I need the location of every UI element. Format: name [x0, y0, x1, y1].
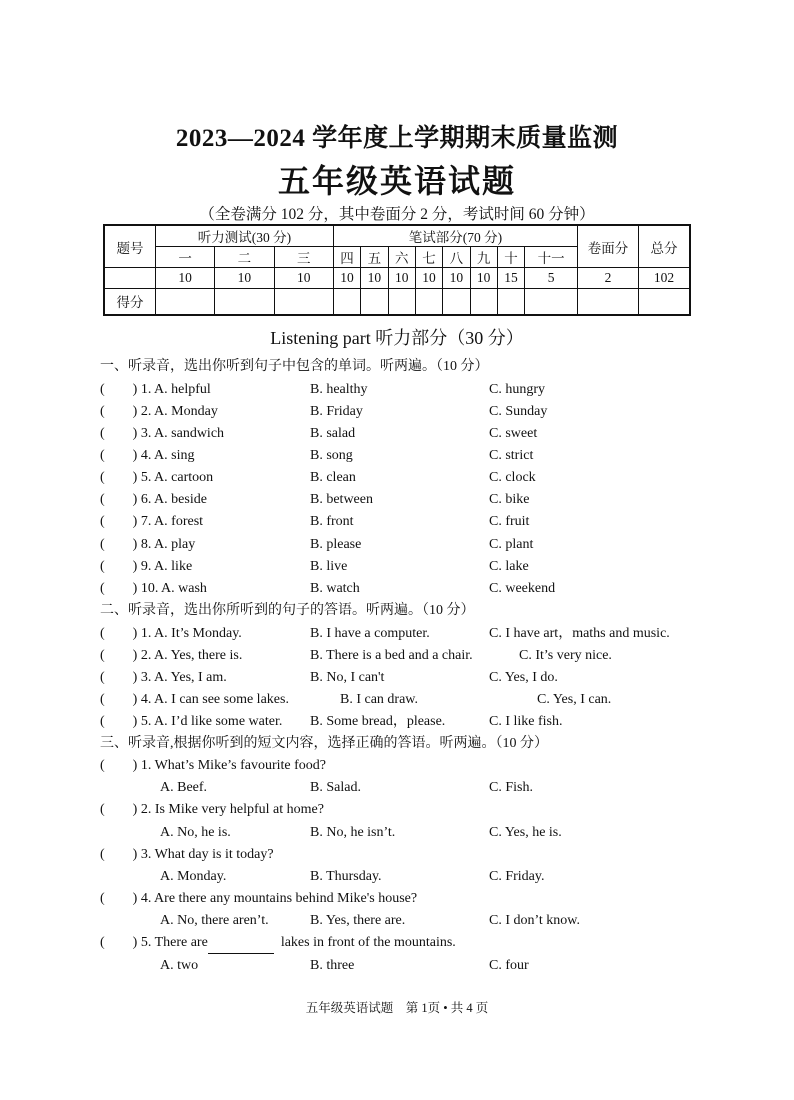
section-points: 10	[333, 268, 360, 289]
question-option-a: ( ) 3. A. sandwich	[100, 426, 225, 441]
question-option-a: ( ) 1. A. It’s Monday.	[100, 626, 242, 641]
section-number: 四	[333, 247, 360, 268]
question-option-b: B. I have a computer.	[310, 626, 430, 641]
question-option-b: B. front	[310, 514, 354, 529]
question-option-c: C. four	[489, 958, 529, 973]
section-number: 九	[470, 247, 497, 268]
question-option-a: ( ) 5. A. cartoon	[100, 470, 214, 485]
question-option-b: B. clean	[310, 470, 356, 485]
part2-heading: 二、听录音，选出你所听到的句子的答语。听两遍。（10 分）	[100, 603, 475, 618]
exam-subtitle: （全卷满分 102 分，其中卷面分 2 分，考试时间 60 分钟）	[199, 206, 595, 223]
question-option-c: C. Friday.	[489, 869, 545, 884]
section-points: 10	[388, 268, 415, 289]
question-option-b: B. three	[310, 958, 355, 973]
exam-title-line1: 2023—2024 学年度上学期期末质量监测	[175, 125, 619, 152]
answer-blank[interactable]	[208, 939, 274, 954]
question-option-a: A. Monday.	[160, 869, 227, 884]
score-cell[interactable]	[525, 289, 578, 315]
question-option-a: ( ) 1. A. helpful	[100, 382, 211, 397]
section-points: 10	[415, 268, 442, 289]
score-table	[103, 224, 691, 316]
question-row	[0, 689, 794, 711]
question-option-c: C. plant	[489, 537, 534, 552]
question-option-b: B. I can draw.	[340, 692, 419, 707]
section-points: 10	[361, 268, 388, 289]
question-stem	[0, 888, 794, 910]
section-number: 十	[497, 247, 524, 268]
section-number: 三	[274, 247, 333, 268]
question-option-b: B. song	[310, 448, 353, 463]
page-footer: 五年级英语试题 第 1页 • 共 4 页	[305, 1001, 489, 1015]
question-number-label: 题号	[104, 225, 156, 268]
written-group-header: 笔试部分(70 分)	[333, 225, 577, 247]
score-cell[interactable]	[443, 289, 470, 315]
question-option-a: ( ) 8. A. play	[100, 537, 196, 552]
question-option-c: C. bike	[489, 492, 530, 507]
question-stem	[0, 755, 794, 777]
score-cell[interactable]	[274, 289, 333, 315]
question-option-a: ( ) 2. A. Yes, there is.	[100, 648, 243, 663]
score-cell[interactable]	[578, 289, 639, 315]
question-option-a: ( ) 9. A. like	[100, 559, 193, 574]
question-option-a: A. Beef.	[160, 780, 208, 795]
score-cell[interactable]	[639, 289, 691, 315]
question-row	[0, 556, 794, 578]
question-text: ( ) 1. What’s Mike’s favourite food?	[100, 758, 327, 773]
score-cell[interactable]	[215, 289, 274, 315]
question-text: ( ) 2. Is Mike very helpful at home?	[100, 802, 324, 817]
score-cell[interactable]	[470, 289, 497, 315]
question-option-a: ( ) 4. A. I can see some lakes.	[100, 692, 289, 707]
question-option-c: C. Sunday	[489, 404, 548, 419]
score-cell[interactable]	[333, 289, 360, 315]
question-text-end: lakes in front of the mountains.	[280, 935, 456, 950]
question-option-c: C. I have art，maths and music.	[489, 626, 670, 641]
listening-part-title: Listening part 听力部分（30 分）	[270, 328, 524, 348]
question-option-c: C. Fish.	[489, 780, 533, 795]
section-points: 10	[443, 268, 470, 289]
question-option-b: B. live	[310, 559, 348, 574]
question-option-a: ( ) 2. A. Monday	[100, 404, 218, 419]
question-option-a: ( ) 10. A. wash	[100, 581, 207, 596]
question-row	[0, 711, 794, 733]
section-points: 15	[497, 268, 524, 289]
neatness-header: 卷面分	[578, 225, 639, 268]
question-option-b: B. please	[310, 537, 362, 552]
question-row	[0, 534, 794, 556]
section-number: 六	[388, 247, 415, 268]
question-stem	[0, 932, 794, 954]
score-cell[interactable]	[361, 289, 388, 315]
section-points: 10	[215, 268, 274, 289]
question-text: ( ) 4. Are there any mountains behind Mike's house?	[100, 891, 418, 906]
question-option-a: A. No, he is.	[160, 825, 231, 840]
question-option-c: C. sweet	[489, 426, 538, 441]
section-number: 十一	[525, 247, 578, 268]
section-number: 二	[215, 247, 274, 268]
question-text	[100, 932, 456, 954]
question-text: ( ) 3. What day is it today?	[100, 847, 274, 862]
question-option-c: C. clock	[489, 470, 536, 485]
question-option-c: C. hungry	[489, 382, 545, 397]
question-option-c: C. I like fish.	[489, 714, 563, 729]
question-row	[0, 866, 794, 888]
question-row	[0, 511, 794, 533]
question-option-b: B. salad	[310, 426, 356, 441]
question-row	[0, 489, 794, 511]
points-row-label	[104, 268, 156, 289]
score-cell[interactable]	[497, 289, 524, 315]
exam-title-line2: 五年级英语试题	[277, 163, 516, 199]
question-row	[0, 910, 794, 932]
section-number: 一	[156, 247, 215, 268]
part1-heading: 一、听录音，选出你听到句子中包含的单词。听两遍。（10 分）	[100, 359, 489, 374]
question-stem	[0, 799, 794, 821]
question-option-b: B. Yes, there are.	[310, 913, 406, 928]
question-option-c: C. Yes, I do.	[489, 670, 558, 685]
score-cell[interactable]	[415, 289, 442, 315]
score-cell[interactable]	[388, 289, 415, 315]
question-option-b: B. No, I can't	[310, 670, 385, 685]
question-option-c: C. fruit	[489, 514, 530, 529]
question-row	[0, 423, 794, 445]
question-option-a: ( ) 7. A. forest	[100, 514, 204, 529]
question-row	[0, 822, 794, 844]
question-option-a: ( ) 4. A. sing	[100, 448, 195, 463]
question-option-b: B. Salad.	[310, 780, 361, 795]
question-row	[0, 645, 794, 667]
section-number: 八	[443, 247, 470, 268]
question-option-a: A. No, there aren’t.	[160, 913, 269, 928]
question-row	[0, 623, 794, 645]
question-option-c: C. It’s very nice.	[519, 648, 612, 663]
question-option-b: B. Thursday.	[310, 869, 382, 884]
question-row	[0, 445, 794, 467]
section-number: 五	[361, 247, 388, 268]
score-row-label: 得分	[104, 289, 156, 315]
question-stem	[0, 844, 794, 866]
question-option-c: C. Yes, he is.	[489, 825, 562, 840]
question-option-c: C. Yes, I can.	[537, 692, 612, 707]
question-row	[0, 667, 794, 689]
question-option-a: A. two	[160, 958, 199, 973]
total-points: 102	[639, 268, 691, 289]
score-cell[interactable]	[156, 289, 215, 315]
section-points: 10	[156, 268, 215, 289]
total-header: 总分	[639, 225, 691, 268]
question-option-b: B. Friday	[310, 404, 363, 419]
question-option-b: B. watch	[310, 581, 360, 596]
section-points: 10	[470, 268, 497, 289]
question-option-b: B. between	[310, 492, 373, 507]
listening-group-header: 听力测试(30 分)	[156, 225, 334, 247]
question-option-b: B. No, he isn’t.	[310, 825, 396, 840]
part3-heading: 三、听录音,根据你听到的短文内容，选择正确的答语。听两遍。（10 分）	[100, 736, 548, 751]
section-number: 七	[415, 247, 442, 268]
question-row	[0, 955, 794, 977]
question-row	[0, 578, 794, 600]
question-row	[0, 467, 794, 489]
question-text-start: ( ) 5. There are	[100, 935, 208, 950]
question-row	[0, 777, 794, 799]
question-option-c: C. weekend	[489, 581, 556, 596]
question-option-b: B. healthy	[310, 382, 368, 397]
question-option-a: ( ) 5. A. I’d like some water.	[100, 714, 283, 729]
question-option-b: B. There is a bed and a chair.	[310, 648, 473, 663]
section-points: 10	[274, 268, 333, 289]
section-points: 5	[525, 268, 578, 289]
question-row	[0, 401, 794, 423]
question-option-b: B. Some bread，please.	[310, 714, 446, 729]
question-row	[0, 379, 794, 401]
question-option-c: C. strict	[489, 448, 534, 463]
neatness-points: 2	[578, 268, 639, 289]
question-option-a: ( ) 6. A. beside	[100, 492, 207, 507]
question-option-c: C. lake	[489, 559, 529, 574]
question-option-c: C. I don’t know.	[489, 913, 580, 928]
question-option-a: ( ) 3. A. Yes, I am.	[100, 670, 227, 685]
